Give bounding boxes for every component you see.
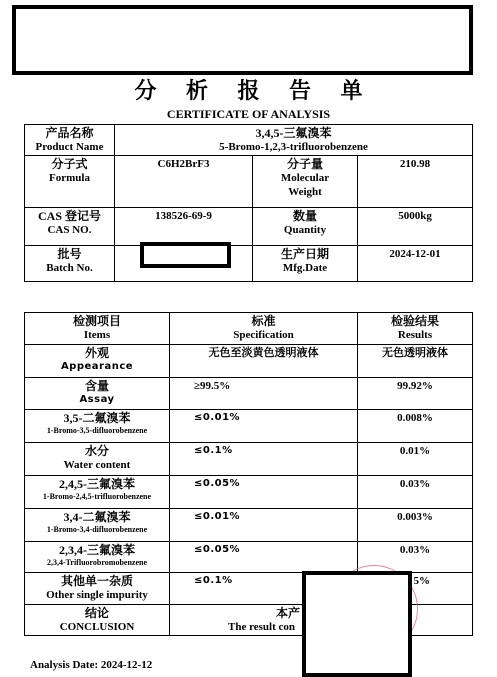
row-item: 2,3,4-三氟溴苯 2,3,4-Trifluorobromobenzene — [25, 542, 170, 573]
cas-value: 138526-69-9 — [115, 208, 253, 246]
row-item: 3,5-二氟溴苯 1-Bromo-3,5-difluorobenzene — [25, 410, 170, 443]
row-item: 其他单一杂质 Other single impurity — [25, 573, 170, 605]
analysis-date: Analysis Date: 2024-12-12 — [30, 659, 153, 671]
row-spec: ≤0.01% — [170, 509, 358, 542]
header-specification: 标准 Specification — [170, 313, 358, 345]
row-spec: ≤0.01% — [170, 410, 358, 443]
title-english: CERTIFICATE OF ANALYSIS — [166, 107, 331, 121]
header-results: 检验结果 Results — [358, 313, 473, 345]
table-row — [25, 509, 473, 542]
row-result: 0.003% — [358, 509, 473, 542]
table-row — [25, 378, 473, 410]
quantity-value: 5000kg — [358, 208, 473, 246]
redacted-header-box — [12, 5, 473, 75]
molecular-weight-label: 分子量 Molecular Weight — [253, 156, 358, 208]
row-result: 99.92% — [358, 378, 473, 410]
row-item: 外观 Appearance — [25, 345, 170, 378]
batch-label: 批号 Batch No. — [25, 246, 115, 282]
redacted-batch-number — [140, 242, 231, 268]
header-items: 检测项目 Items — [25, 313, 170, 345]
title-chinese: 分 析 报 告 单 — [134, 78, 375, 103]
molecular-weight-value: 210.98 — [358, 156, 473, 208]
conclusion-label: 结论 CONCLUSION — [25, 605, 170, 636]
mfg-date-label: 生产日期 Mfg.Date — [253, 246, 358, 282]
table-row — [25, 443, 473, 476]
table-row — [25, 410, 473, 443]
cas-label: CAS 登记号 CAS NO. — [25, 208, 115, 246]
row-item: 2,4,5-三氟溴苯 1-Bromo-2,4,5-trifluorobenzene — [25, 476, 170, 509]
table-row — [25, 476, 473, 509]
conclusion-text: 本产 The result con — [170, 605, 473, 636]
row-result: 0.03% — [358, 476, 473, 509]
row-spec: ≤0.1% — [170, 573, 358, 605]
product-name-value: 3,4,5-三氟溴苯 5-Bromo-1,2,3-trifluorobenzene — [115, 125, 473, 156]
formula-label: 分子式 Formula — [25, 156, 115, 208]
row-result: 无色透明液体 — [358, 345, 473, 378]
row-result: 0.03% — [358, 542, 473, 573]
table-row — [25, 345, 473, 378]
row-spec: 无色至淡黄色透明液体 — [170, 345, 358, 378]
product-name-label: 产品名称 Product Name — [25, 125, 115, 156]
row-spec: ≤0.05% — [170, 476, 358, 509]
row-item: 含量 Assay — [25, 378, 170, 410]
row-spec: ≤0.1% — [170, 443, 358, 476]
row-item: 3,4-二氟溴苯 1-Bromo-3,4-difluorobenzene — [25, 509, 170, 542]
row-item: 水分 Water content — [25, 443, 170, 476]
row-result: 0.008% — [358, 410, 473, 443]
redacted-signature-box — [302, 571, 412, 677]
row-spec: ≥99.5% — [170, 378, 358, 410]
row-spec: ≤0.05% — [170, 542, 358, 573]
quantity-label: 数量 Quantity — [253, 208, 358, 246]
formula-value: C6H2BrF3 — [115, 156, 253, 208]
table-row — [25, 542, 473, 573]
row-result: 0.01% — [358, 443, 473, 476]
row-result: 5% — [358, 573, 473, 605]
product-info-table — [24, 124, 473, 282]
mfg-date-value: 2024-12-01 — [358, 246, 473, 282]
